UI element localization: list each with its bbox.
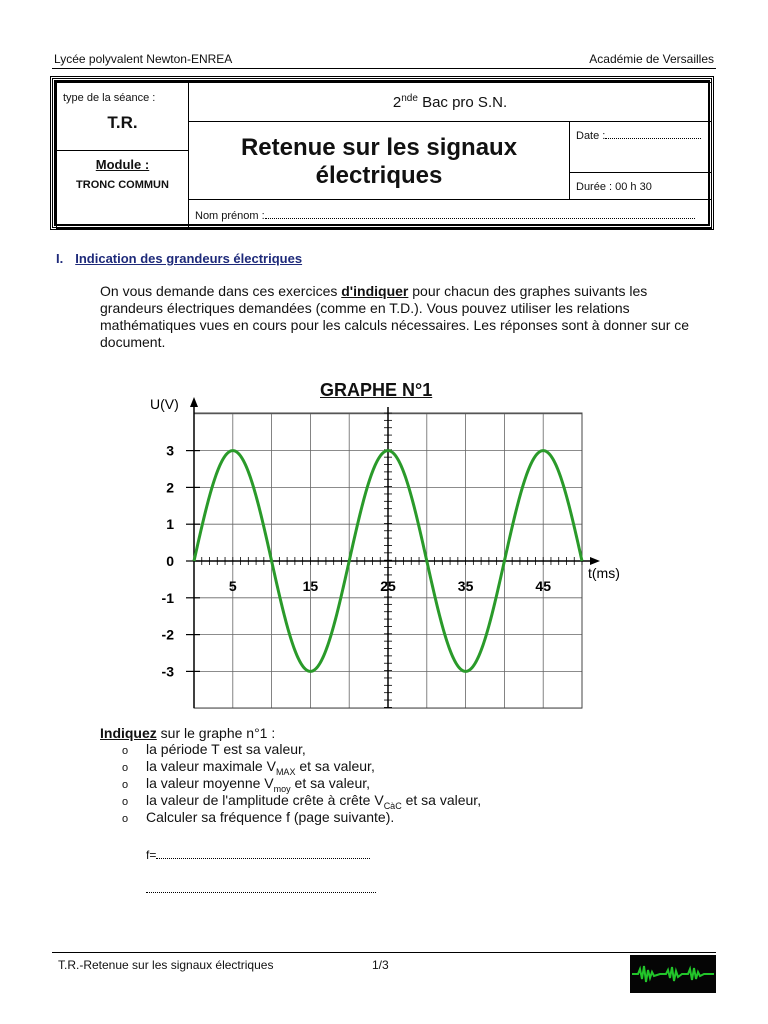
- x-tick-label: 5: [228, 578, 237, 594]
- item-frequency: Calculer sa fréquence f (page suivante).: [146, 809, 395, 825]
- x-axis-arrow: [590, 557, 600, 565]
- y-tick-label: -3: [161, 663, 174, 680]
- questions-lead: [100, 725, 275, 741]
- academy-name: Académie de Versailles: [589, 52, 714, 66]
- intro-bold: d'indiquer: [341, 283, 409, 299]
- y-tick-label: -1: [161, 589, 174, 606]
- section-title: Indication des grandeurs électriques: [75, 251, 303, 266]
- class-suffix: Bac pro S.N.: [417, 94, 508, 111]
- y-tick-label: -2: [161, 626, 174, 643]
- questions-lead-rest: sur le graphe n°1 :: [156, 725, 276, 741]
- seance-value: T.R.: [107, 113, 138, 132]
- frequency-answer: [146, 848, 370, 862]
- module-value: TRONC COMMUN: [76, 179, 169, 191]
- y-axis-label: U(V): [150, 396, 179, 412]
- title-line-2: électriques: [315, 162, 443, 189]
- intro-part-1: On vous demande dans ces exercices: [100, 283, 342, 299]
- y-tick-label: 0: [166, 553, 174, 569]
- graph-title: GRAPHE N°1: [320, 380, 433, 400]
- x-tick-label: 45: [535, 578, 551, 594]
- x-axis-label: t(ms): [588, 565, 620, 581]
- list-item: [122, 741, 481, 758]
- page-number: 1/3: [372, 958, 389, 972]
- nom-label: Nom prénom :: [195, 210, 265, 222]
- bullet-icon: o: [122, 796, 129, 808]
- item-period: la période T est sa valeur,: [146, 741, 306, 757]
- item-vmoy-b: et sa valeur,: [290, 775, 371, 791]
- y-axis-arrow: [190, 397, 198, 407]
- item-vmax-b: et sa valeur,: [295, 758, 375, 774]
- item-vcac-sub: CàC: [383, 800, 402, 811]
- y-tick-label: 3: [166, 442, 174, 459]
- chart-ticks: [186, 413, 582, 707]
- bullet-icon: o: [122, 745, 129, 757]
- bullet-icon: o: [122, 762, 129, 774]
- frequency-label: f=: [146, 848, 157, 862]
- intro-part-2: pour chacun des graphes suivants les grandeurs électriques demandées (comme en T.D.). Vous pouvez utiliser les relations mathématiques vues en cours pour les calculs nécessaires. Les réponses sont à donner sur ce document.: [100, 283, 690, 350]
- item-vmoy-a: la valeur moyenne V: [146, 775, 274, 791]
- item-vcac-b: et sa valeur,: [401, 792, 482, 808]
- school-name: Lycée polyvalent Newton-ENREA: [54, 52, 233, 66]
- x-tick-label: 35: [457, 578, 474, 594]
- x-tick-label: 15: [302, 578, 319, 594]
- seance-label: type de la séance :: [63, 92, 156, 104]
- list-item: [122, 758, 481, 775]
- item-vmax-a: la valeur maximale V: [146, 758, 276, 774]
- list-item: [122, 775, 481, 792]
- footer-title: T.R.-Retenue sur les signaux électriques: [58, 958, 274, 972]
- item-vmoy-sub: moy: [273, 783, 291, 794]
- footer-divider: [52, 952, 716, 953]
- bullet-icon: o: [122, 779, 129, 791]
- answer-blank-line[interactable]: [146, 880, 376, 893]
- item-vcac-a: la valeur de l'amplitude crête à crête V: [146, 792, 384, 808]
- bullet-icon: o: [122, 813, 129, 825]
- y-tick-label: 1: [166, 516, 174, 533]
- class-prefix: 2: [392, 94, 402, 111]
- questions-lead-bold: Indiquez: [100, 725, 157, 741]
- section-number: I.: [56, 251, 64, 266]
- class-sup: nde: [401, 93, 418, 104]
- chart-axes: [190, 397, 600, 708]
- module-label: Module :: [95, 157, 150, 172]
- list-item: [122, 792, 481, 809]
- frequency-blank[interactable]: [156, 858, 370, 859]
- list-item: [122, 809, 481, 826]
- x-tick-label: 25: [380, 578, 396, 594]
- questions-list: [122, 741, 481, 826]
- duree-value: Durée : 00 h 30: [576, 181, 652, 193]
- title-line-1: Retenue sur les signaux: [240, 134, 518, 161]
- waveform-logo-icon: [630, 955, 716, 993]
- item-vmax-sub: MAX: [275, 766, 296, 777]
- date-label: Date :: [576, 130, 606, 142]
- chart-labels: [150, 396, 620, 679]
- y-tick-label: 2: [166, 479, 174, 496]
